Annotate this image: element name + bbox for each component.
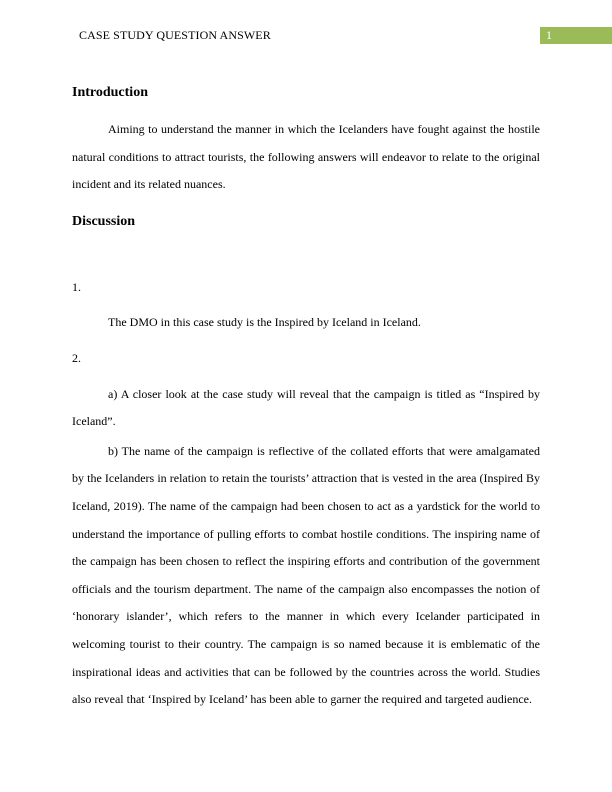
- question-2-label: 2.: [72, 350, 81, 365]
- question-2-part-a: a) A closer look at the case study will reveal that the campaign is titled as “Inspired by Iceland”.: [72, 386, 540, 429]
- question-1-label: 1.: [72, 279, 81, 294]
- document-body: [72, 84, 540, 714]
- page-number: 1: [540, 27, 612, 44]
- running-head: CASE STUDY QUESTION ANSWER: [79, 28, 271, 42]
- introduction-heading: Introduction: [72, 85, 148, 100]
- introduction-paragraph: Aiming to understand the manner in which the Icelanders have fought against the hostile natural conditions to attract tourists, the following answers will endeavor to relate to the original incident and its related nuances.: [72, 122, 540, 192]
- question-1-answer: The DMO in this case study is the Inspired by Iceland in Iceland.: [108, 315, 421, 330]
- discussion-heading: Discussion: [72, 213, 136, 229]
- question-2-part-b: b) The name of the campaign is reflective of the collated efforts that were amalgamated by the Icelanders in relation to retain the tourists’ attraction that is vested in the area (Inspired By Iceland, 2019). The name of the campaign had been chosen to act as a yardstick for the world to understand the importance of pulling efforts to combat hostile conditions. The inspiring name of the campaign has been chosen to reflect the inspiring efforts and contribution of the government officials and the tourism department. The name of the campaign also encompasses the notion of ‘honorary islander’, which refers to the manner in which every Icelander participated in welcoming tourist to their country. The campaign is so named because it is emblematic of the inspirational ideas and activities that can be followed by the countries across the world. Studies also reveal that ‘Inspired by Iceland’ has been able to garner the required and targeted audience.: [72, 443, 540, 707]
